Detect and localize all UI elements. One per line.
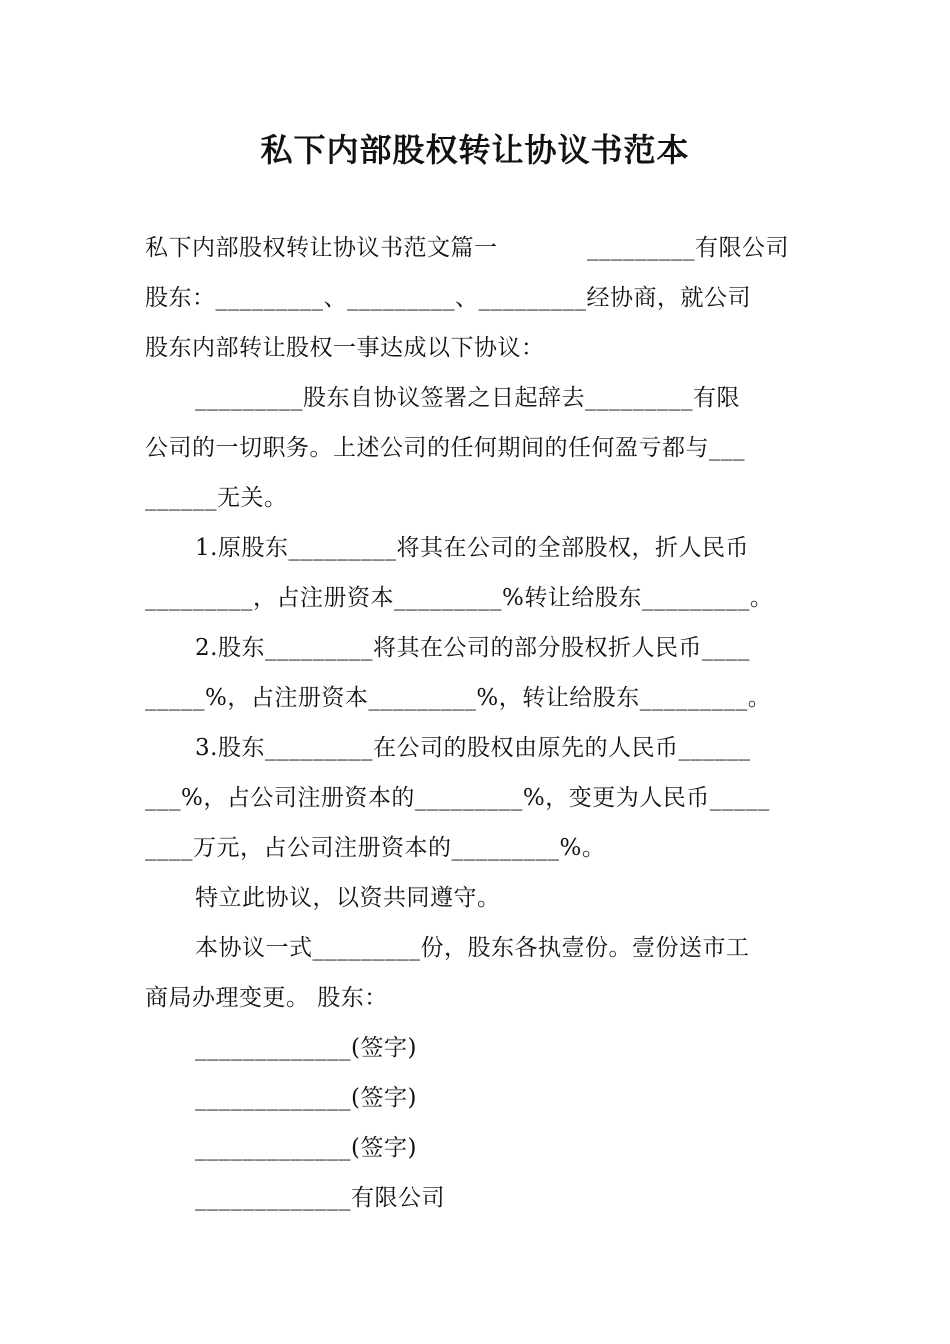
intro-line-1b: _________有限公司 xyxy=(587,235,789,261)
clause-2-line-1: 2.股东_________将其在公司的部分股权折人民币____ xyxy=(195,635,750,661)
signature-line-3: _____________(签字) xyxy=(195,1135,417,1161)
signature-line-1: _____________(签字) xyxy=(195,1035,417,1061)
clause-1-line-1: 1.原股东_________将其在公司的全部股权，折人民币 xyxy=(195,535,749,561)
clause-3-line-3: ____万元，占公司注册资本的_________%。 xyxy=(145,835,606,861)
clause-2-line-2: _____%，占注册资本_________%，转让给股东_________。 xyxy=(145,685,772,711)
company-line: _____________有限公司 xyxy=(195,1185,445,1211)
intro-line-2: 股东：_________、_________、_________经协商，就公司 xyxy=(145,285,751,311)
resign-line-3: ______无关。 xyxy=(145,485,288,511)
resign-line-1: _________股东自协议签署之日起辞去_________有限 xyxy=(195,385,740,411)
intro-line-1a: 私下内部股权转让协议书范文篇一 xyxy=(145,235,498,261)
document-title: 私下内部股权转让协议书范本 xyxy=(260,131,690,169)
signature-line-2: _____________(签字) xyxy=(195,1085,417,1111)
resign-line-2: 公司的一切职务。上述公司的任何期间的任何盈亏都与___ xyxy=(145,435,745,461)
copies-line-1: 本协议一式_________份，股东各执壹份。壹份送市工 xyxy=(195,935,750,961)
clause-3-line-2: ___%，占公司注册资本的_________%，变更为人民币_____ xyxy=(145,785,770,811)
agreement-statement: 特立此协议，以资共同遵守。 xyxy=(195,885,501,911)
intro-line-3: 股东内部转让股权一事达成以下协议： xyxy=(145,335,545,361)
clause-3-line-1: 3.股东_________在公司的股权由原先的人民币______ xyxy=(195,735,751,761)
copies-line-2: 商局办理变更。 股东： xyxy=(145,985,388,1011)
clause-1-line-2: _________，占注册资本_________%转让给股东_________。 xyxy=(145,585,774,611)
